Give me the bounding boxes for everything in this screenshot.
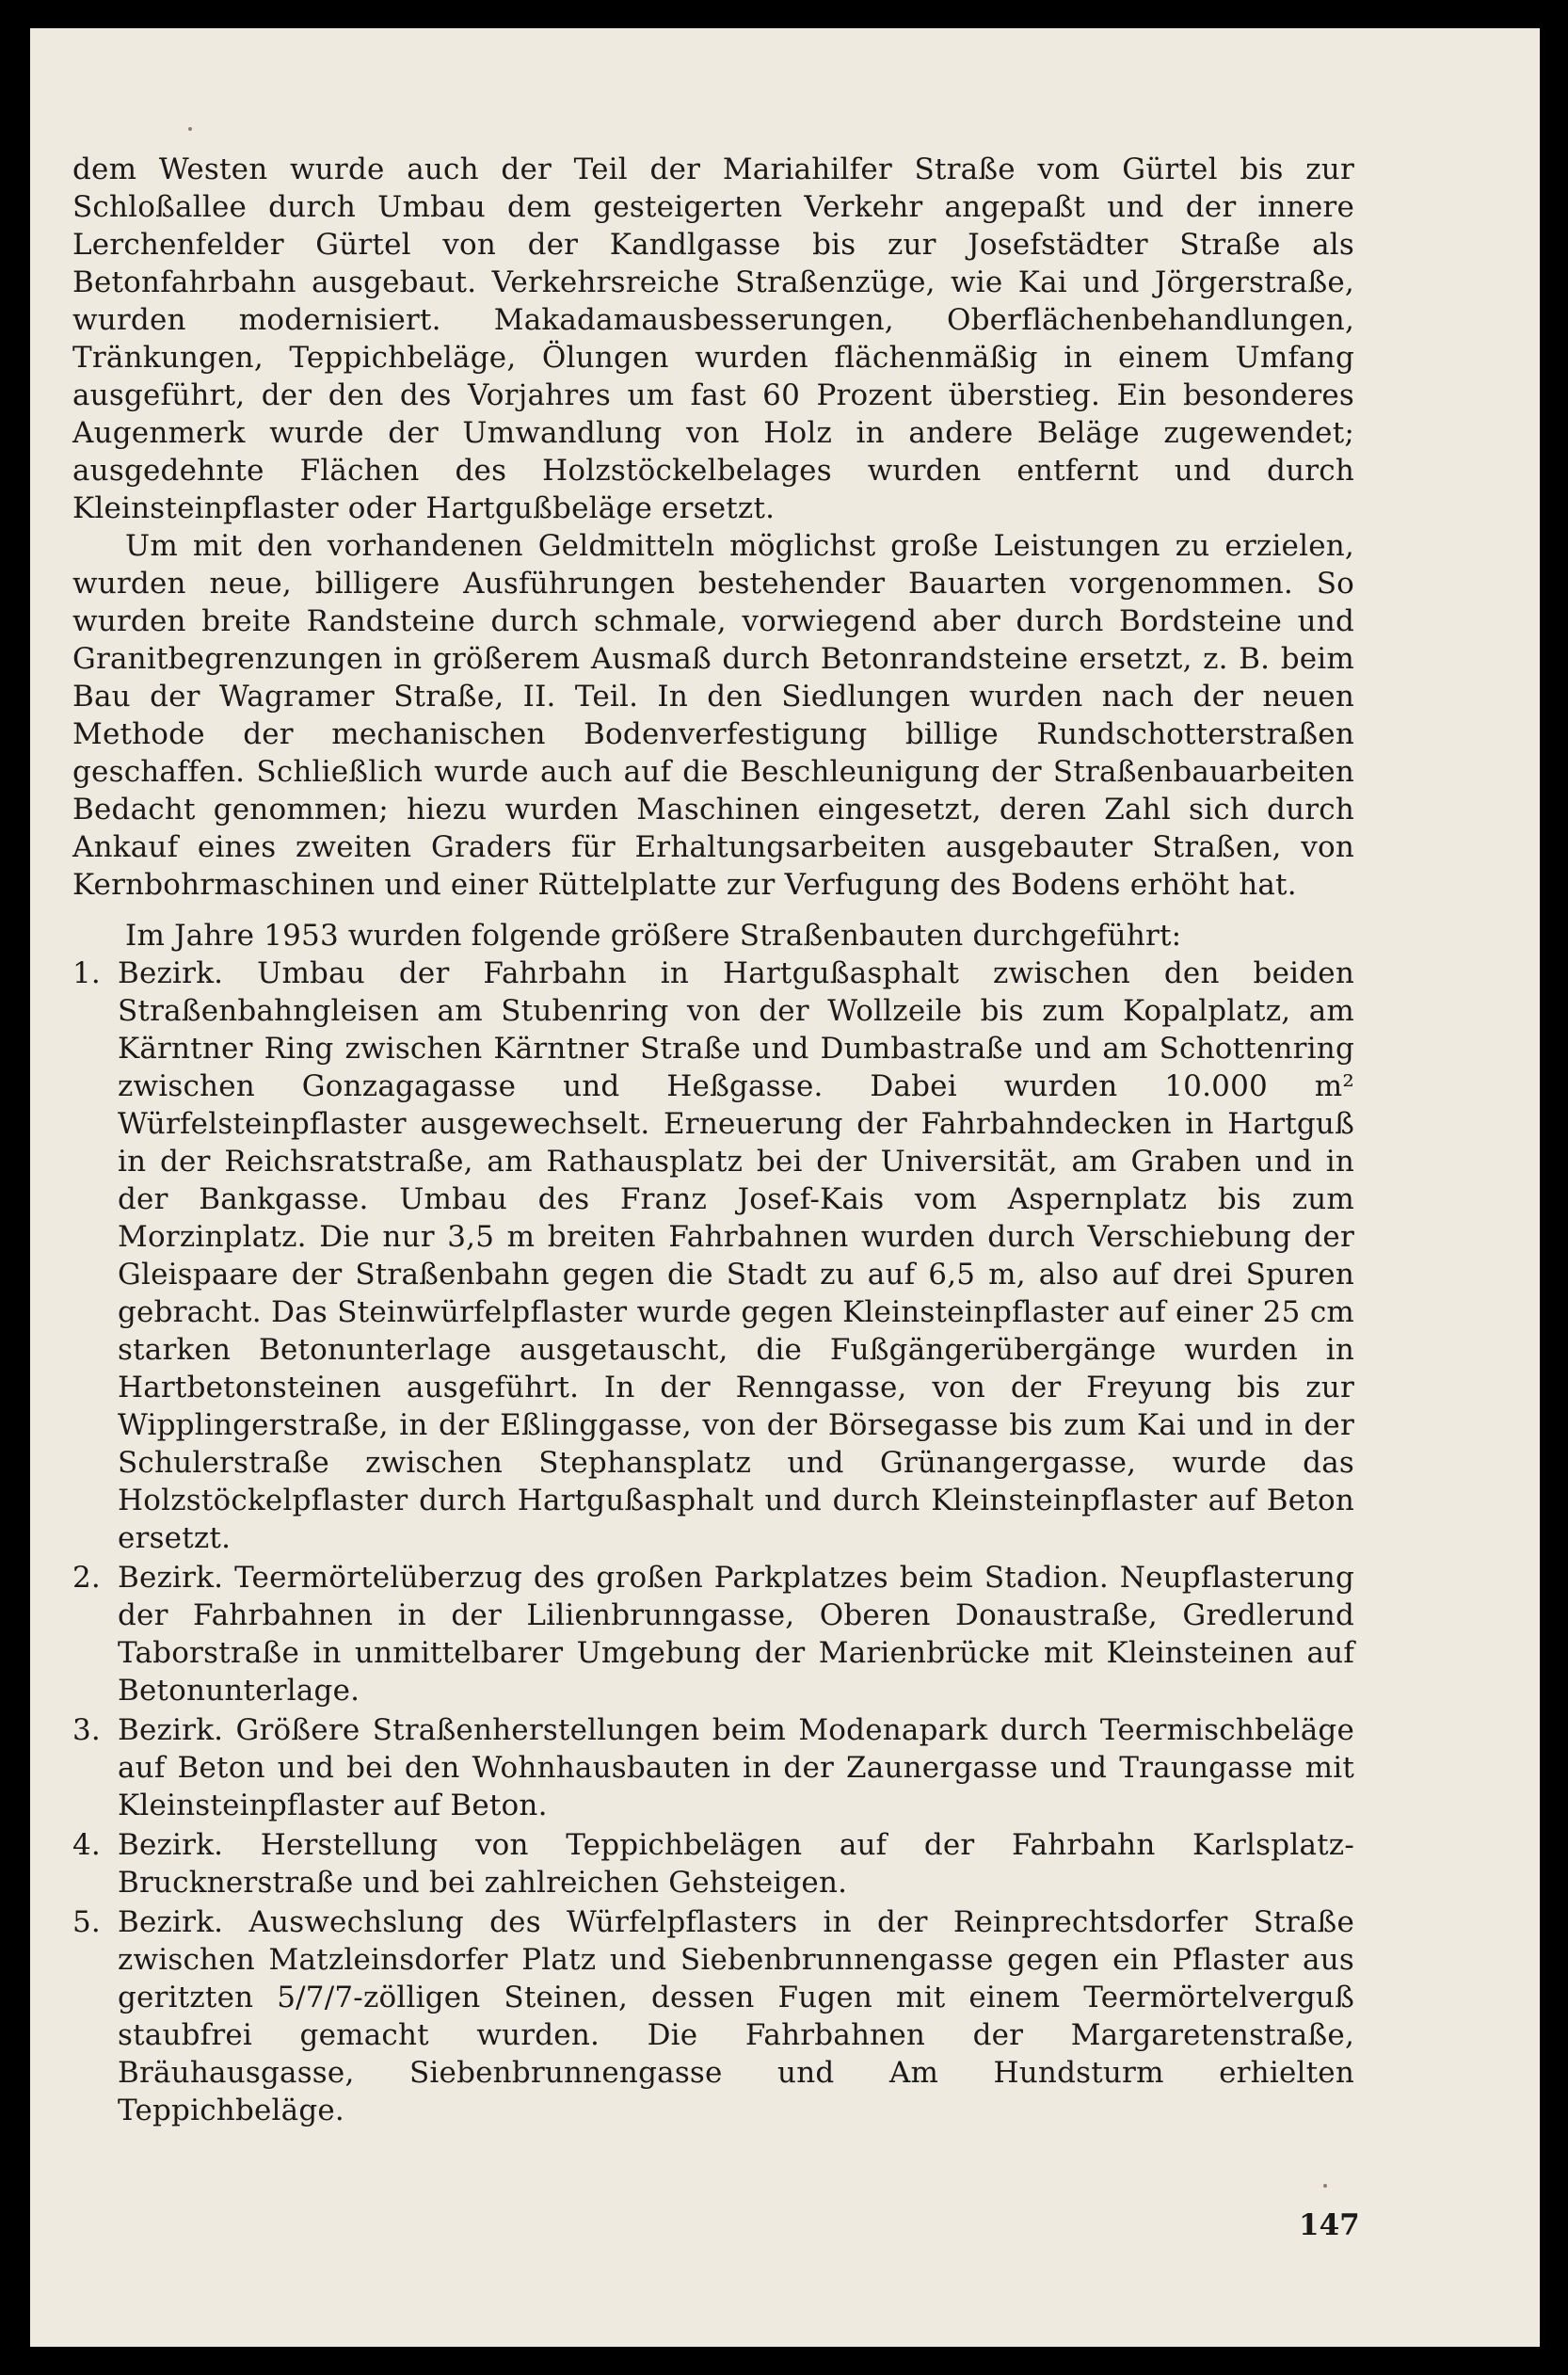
list-item-text: Bezirk. Auswechslung des Würfelpflasters in der Reinprechtsdorfer Straße zwischen Matzleinsdorfer Platz und Siebenbrunnengasse gegen ein Pflaster aus geritzten 5/7/7-zölligen Steinen, dessen Fugen mit einem Teermörtelverguß staubfrei gemacht wurden. Die Fahrbahnen der Margaretenstraße, Bräuhausgasse, Siebenbrunnengasse und Am Hundsturm erhielten Teppichbeläge. — [118, 1905, 1354, 2127]
list-number: 5. — [72, 1905, 101, 1939]
paper-speck — [188, 127, 192, 131]
body-text — [72, 151, 1354, 2131]
list-number: 4. — [72, 1828, 101, 1862]
paragraph-1: dem Westen wurde auch der Teil der Mariahilfer Straße vom Gürtel bis zur Schloßallee durch Umbau dem gesteigerten Verkehr angepaßt und der innere Lerchenfelder Gürtel von der Kandlgasse bis zur Josefstädter Straße als Betonfahrbahn ausgebaut. Verkehrsreiche Straßenzüge, wie Kai und Jörgerstraße, wurden modernisiert. Makadamausbesserungen, Oberflächenbehandlungen, Tränkungen, Teppichbeläge, Ölungen wurden flächenmäßig in einem Umfang ausgeführt, der den des Vorjahres um fast 60 Prozent überstieg. Ein besonderes Augenmerk wurde der Umwandlung von Holz in andere Beläge zugewendet; ausgedehnte Flächen des Holzstöckelbelages wurden entfernt und durch Kleinsteinpflaster oder Hartgußbeläge ersetzt. — [72, 152, 1354, 525]
list-item — [72, 1826, 1354, 1902]
list-item — [72, 1903, 1354, 2129]
paragraph-gap — [72, 904, 1354, 917]
paragraph-2: Um mit den vorhandenen Geldmitteln möglichst große Leistungen zu erzielen, wurden neue, billigere Ausführungen bestehender Bauarten vorgenommen. So wurden breite Randsteine durch schmale, vorwiegend aber durch Bordsteine und Granitbegrenzungen in größerem Ausmaß durch Betonrandsteine ersetzt, z. B. beim Bau der Wagramer Straße, II. Teil. In den Siedlungen wurden nach der neuen Methode der mechanischen Bodenverfestigung billige Rundschotterstraßen geschaffen. Schließlich wurde auch auf die Beschleunigung der Straßenbauarbeiten Bedacht genommen; hiezu wurden Maschinen eingesetzt, deren Zahl sich durch Ankauf eines zweiten Graders für Erhaltungsarbeiten ausgebauter Straßen, von Kernbohrmaschinen und einer Rüttelplatte zur Verfugung des Bodens erhöht hat. — [72, 529, 1354, 902]
list-item-text: Bezirk. Herstellung von Teppichbelägen auf der Fahrbahn Karlsplatz-Brucknerstraße und bei zahlreichen Gehsteigen. — [118, 1828, 1354, 1900]
list-number: 2. — [72, 1561, 101, 1595]
list-number: 1. — [72, 956, 101, 990]
list-item — [72, 1559, 1354, 1709]
list-intro: Im Jahre 1953 wurden folgende größere Straßenbauten durchgeführt: — [125, 919, 1182, 953]
list-number: 3. — [72, 1713, 101, 1747]
paper-speck — [1323, 2184, 1327, 2188]
list-item-text: Bezirk. Umbau der Fahrbahn in Hartgußasphalt zwischen den beiden Straßenbahngleisen am Stubenring von der Wollzeile bis zum Kopalplatz, am Kärntner Ring zwischen Kärntner Straße und Dumbastraße und am Schottenring zwischen Gonzagagasse und Heßgasse. Dabei wurden 10.000 m² Würfelsteinpflaster ausgewechselt. Erneuerung der Fahrbahndecken in Hartguß in der Reichsratstraße, am Rathausplatz bei der Universität, am Graben und in der Bankgasse. Umbau des Franz Josef-Kais vom Aspernplatz bis zum Morzinplatz. Die nur 3,5 m breiten Fahrbahnen wurden durch Verschiebung der Gleispaare der Straßenbahn gegen die Stadt zu auf 6,5 m, also auf drei Spuren gebracht. Das Steinwürfelpflaster wurde gegen Kleinsteinpflaster auf einer 25 cm starken Betonunterlage ausgetauscht, die Fußgängerübergänge wurden in Hartbetonsteinen ausgeführt. In der Renngasse, von der Freyung bis zur Wipplingerstraße, in der Eßlinggasse, von der Börsegasse bis zum Kai und in der Schulerstraße zwischen Stephansplatz und Grünangergasse, wurde das Holzstöckelpflaster durch Hartgußasphalt und durch Kleinsteinpflaster auf Beton ersetzt. — [118, 956, 1354, 1555]
list-item-text: Bezirk. Größere Straßenherstellungen beim Modenapark durch Teermischbeläge auf Beton und bei den Wohnhausbauten in der Zaunergasse und Traungasse mit Kleinsteinpflaster auf Beton. — [118, 1713, 1354, 1822]
list-item-text: Bezirk. Teermörtelüberzug des großen Parkplatzes beim Stadion. Neupflasterung der Fahrbahnen in der Lilienbrunngasse, Oberen Donaustraße, Gredlerund Taborstraße in unmittelbarer Umgebung der Marienbrücke mit Kleinsteinen auf Betonunterlage. — [118, 1561, 1354, 1708]
list-item — [72, 955, 1354, 1557]
document-page — [30, 28, 1540, 2347]
list-item — [72, 1711, 1354, 1824]
district-list — [72, 955, 1354, 2129]
page-number: 147 — [1299, 2208, 1360, 2242]
